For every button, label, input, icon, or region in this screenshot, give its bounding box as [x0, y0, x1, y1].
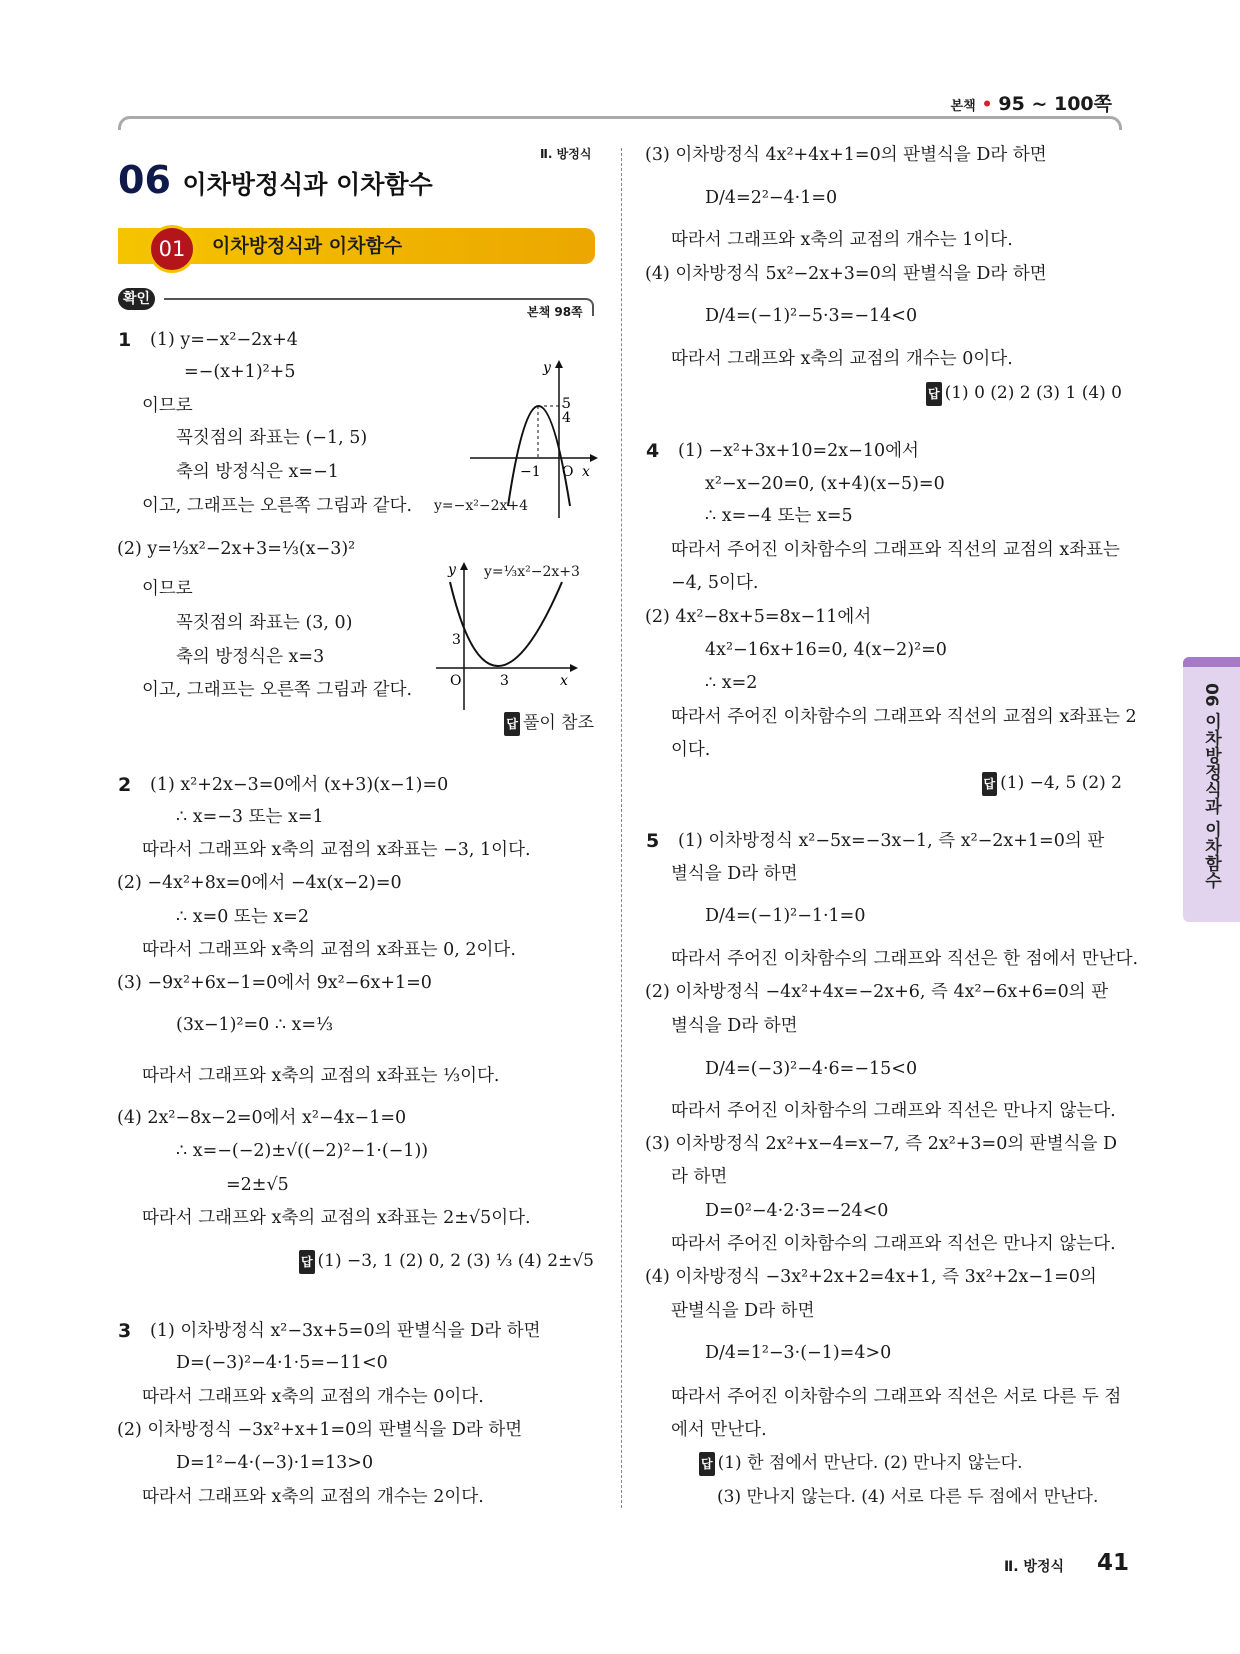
solution-line: 따라서 그래프와 x축의 교점의 x좌표는 0, 2이다. [142, 940, 516, 960]
answer-mark: 답 [299, 1250, 315, 1274]
tick-minus1: −1 [520, 464, 541, 480]
y-axis-arrow [555, 360, 563, 368]
solution-line: D=1²−4·(−3)·1=13>0 [176, 1453, 374, 1473]
solution-line: 4x²−16x+16=0, 4(x−2)²=0 [705, 640, 947, 660]
answer-text: (1) 0 (2) 2 (3) 1 (4) 0 [944, 383, 1122, 403]
solution-line: 별식을 D라 하면 [671, 864, 798, 884]
problem-number-1: 1 [118, 329, 132, 351]
solution-line: D=0²−4·2·3=−24<0 [705, 1201, 889, 1221]
answer-line [982, 771, 1122, 796]
solution-line: 따라서 그래프와 x축의 교점의 개수는 2이다. [142, 1487, 484, 1507]
solution-line: 따라서 그래프와 x축의 교점의 x좌표는 2±√5이다. [142, 1208, 531, 1228]
answer-text: (1) 한 점에서 만난다. (2) 만나지 않는다. [717, 1453, 1023, 1473]
page-number: 41 [1097, 1550, 1130, 1576]
solution-line: 별식을 D라 하면 [671, 1016, 798, 1036]
graph1-equation: y=−x²−2x+4 [434, 498, 529, 514]
solution-line: ∴ x=−4 또는 x=5 [705, 506, 853, 526]
answer-line [926, 381, 1122, 406]
solution-line: D/4=(−3)²−4·6=−15<0 [705, 1059, 918, 1079]
y-axis-arrow [460, 562, 468, 570]
solution-line: 이다. [671, 740, 711, 760]
solution-line: (1) −x²+3x+10=2x−10에서 [678, 441, 919, 461]
tick-3-y: 3 [452, 632, 461, 648]
check-badge: 확인 [118, 288, 155, 310]
solution-line: (2) 4x²−8x+5=8x−11에서 [645, 607, 872, 627]
solution-line: (1) x²+2x−3=0에서 (x+3)(x−1)=0 [150, 775, 449, 795]
book-label: 본책 [950, 99, 976, 114]
solution-line: 따라서 주어진 이차함수의 그래프와 직선은 한 점에서 만난다. [671, 949, 1139, 969]
answer-mark: 답 [926, 382, 942, 406]
solution-line: 이므로 [142, 579, 193, 599]
y-axis-label: y [448, 562, 456, 578]
solution-line: (3) 이차방정식 4x²+4x+1=0의 판별식을 D라 하면 [645, 145, 1047, 165]
header-dot: • [981, 95, 993, 115]
tick-4: 4 [562, 410, 571, 426]
chapter-heading [118, 158, 433, 202]
section-number-circle: 01 [148, 225, 196, 273]
problem-number-4: 4 [646, 440, 660, 462]
solution-line: (4) 2x²−8x−2=0에서 x²−4x−1=0 [117, 1108, 407, 1128]
solution-line: ∴ x=0 또는 x=2 [176, 907, 309, 927]
solution-line: 따라서 주어진 이차함수의 그래프와 직선은 만나지 않는다. [671, 1101, 1116, 1121]
header-rule [118, 116, 1122, 130]
solution-line: =2±√5 [226, 1175, 289, 1195]
column-divider [621, 148, 622, 1508]
x-axis-label: x [560, 673, 568, 689]
answer-line [699, 1451, 1022, 1476]
solution-line: 꼭짓점의 좌표는 (−1, 5) [176, 428, 368, 448]
chapter-side-tab[interactable] [1183, 657, 1240, 922]
solution-line: 따라서 주어진 이차함수의 그래프와 직선은 만나지 않는다. [671, 1234, 1116, 1254]
solution-line: (2) y=⅓x²−2x+3=⅓(x−3)² [117, 539, 356, 559]
solution-line: 따라서 그래프와 x축의 교점의 x좌표는 −3, 1이다. [142, 840, 531, 860]
answer-text: 풀이 참조 [522, 713, 594, 733]
solution-line: 꼭짓점의 좌표는 (3, 0) [176, 613, 353, 633]
answer-mark: 답 [699, 1452, 715, 1476]
answer-line [299, 1249, 594, 1274]
solution-line: 따라서 주어진 이차함수의 그래프와 직선은 서로 다른 두 점 [671, 1387, 1122, 1407]
x-axis-label: x [582, 464, 590, 480]
check-page-ref: 본책 98쪽 [527, 305, 583, 319]
solution-line: 판별식을 D라 하면 [671, 1301, 815, 1321]
solution-line: D/4=(−1)²−5·3=−14<0 [705, 306, 918, 326]
y-axis-label: y [543, 360, 551, 376]
x-axis-arrow [570, 664, 578, 672]
problem-number-5: 5 [646, 830, 660, 852]
side-tab-label: 06 이차방정식과 이차함수 [1201, 683, 1221, 889]
solution-line: D=(−3)²−4·1·5=−11<0 [176, 1353, 388, 1373]
graph2-equation: y=⅓x²−2x+3 [484, 564, 580, 580]
solution-line: 에서 만난다. [671, 1420, 767, 1440]
problem-number-2: 2 [118, 774, 132, 796]
solution-line: (4) 이차방정식 5x²−2x+3=0의 판별식을 D라 하면 [645, 264, 1047, 284]
solution-line: (1) 이차방정식 x²−5x=−3x−1, 즉 x²−2x+1=0의 판 [678, 831, 1105, 851]
solution-line: 축의 방정식은 x=3 [176, 647, 325, 667]
solution-line: (3x−1)²=0 ∴ x=⅓ [176, 1015, 334, 1035]
solution-line: 따라서 주어진 이차함수의 그래프와 직선의 교점의 x좌표는 2 [671, 707, 1137, 727]
answer-text: (1) −3, 1 (2) 0, 2 (3) ⅓ (4) 2±√5 [317, 1251, 594, 1271]
solution-line: (1) 이차방정식 x²−3x+5=0의 판별식을 D라 하면 [150, 1321, 541, 1341]
solution-line: (3) 이차방정식 2x²+x−4=x−7, 즉 2x²+3=0의 판별식을 D [645, 1134, 1118, 1154]
origin-label: O [562, 464, 574, 480]
problem-number-3: 3 [118, 1320, 132, 1342]
solution-line: =−(x+1)²+5 [184, 362, 296, 382]
solution-line: 따라서 주어진 이차함수의 그래프와 직선의 교점의 x좌표는 [671, 540, 1120, 560]
solution-line: (4) 이차방정식 −3x²+2x+2=4x+1, 즉 3x²+2x−1=0의 [645, 1267, 1097, 1287]
solution-line: ∴ x=−(−2)±√((−2)²−1·(−1)) [176, 1141, 429, 1161]
answer-line [717, 1485, 1098, 1509]
page-range-header [951, 92, 1112, 119]
answer-text: (1) −4, 5 (2) 2 [1000, 773, 1122, 793]
solution-line: ∴ x=2 [705, 673, 758, 693]
solution-line: 이고, 그래프는 오른쪽 그림과 같다. [142, 496, 413, 516]
solution-line: 라 하면 [671, 1167, 728, 1187]
origin-label: O [450, 673, 462, 689]
answer-mark: 답 [982, 772, 998, 796]
chapter-number: 06 [118, 158, 171, 202]
graph-parabola-2 [432, 560, 602, 720]
chapter-title: 이차방정식과 이차함수 [182, 170, 433, 199]
solution-line: −4, 5이다. [671, 573, 759, 593]
solution-line: (1) y=−x²−2x+4 [150, 330, 298, 350]
solution-line: D/4=2²−4·1=0 [705, 188, 838, 208]
solution-line: (2) −4x²+8x=0에서 −4x(x−2)=0 [117, 873, 402, 893]
parabola-curve [508, 406, 570, 506]
solution-line: 축의 방정식은 x=−1 [176, 462, 339, 482]
parabola-curve [450, 582, 562, 666]
solution-line: 따라서 그래프와 x축의 교점의 개수는 0이다. [142, 1387, 484, 1407]
solution-line: 따라서 그래프와 x축의 교점의 x좌표는 ⅓이다. [142, 1066, 500, 1086]
solution-line: D/4=1²−3·(−1)=4>0 [705, 1343, 892, 1363]
page-range: 95 ~ 100쪽 [998, 93, 1112, 115]
solution-line: 따라서 그래프와 x축의 교점의 개수는 0이다. [671, 349, 1013, 369]
solution-line: x²−x−20=0, (x+4)(x−5)=0 [705, 474, 945, 494]
solution-line: (3) −9x²+6x−1=0에서 9x²−6x+1=0 [117, 973, 432, 993]
tick-3-x: 3 [500, 673, 509, 689]
unit-label: Ⅱ. 방정식 [540, 147, 592, 161]
answer-mark: 답 [504, 712, 520, 736]
x-axis-arrow [590, 454, 598, 462]
solution-line: 이므로 [142, 396, 193, 416]
section-title: 이차방정식과 이차함수 [212, 235, 403, 257]
answer-text: (3) 만나지 않는다. (4) 서로 다른 두 점에서 만난다. [717, 1487, 1099, 1507]
footer-unit: Ⅱ. 방정식 [1004, 1559, 1064, 1575]
solution-line: (2) 이차방정식 −3x²+x+1=0의 판별식을 D라 하면 [117, 1420, 523, 1440]
tick-5: 5 [562, 396, 571, 412]
solution-line: 이고, 그래프는 오른쪽 그림과 같다. [142, 680, 413, 700]
solution-line: ∴ x=−3 또는 x=1 [176, 807, 324, 827]
solution-line: D/4=(−1)²−1·1=0 [705, 906, 866, 926]
solution-line: 따라서 그래프와 x축의 교점의 개수는 1이다. [671, 230, 1013, 250]
solution-line: (2) 이차방정식 −4x²+4x=−2x+6, 즉 4x²−6x+6=0의 판 [645, 982, 1109, 1002]
